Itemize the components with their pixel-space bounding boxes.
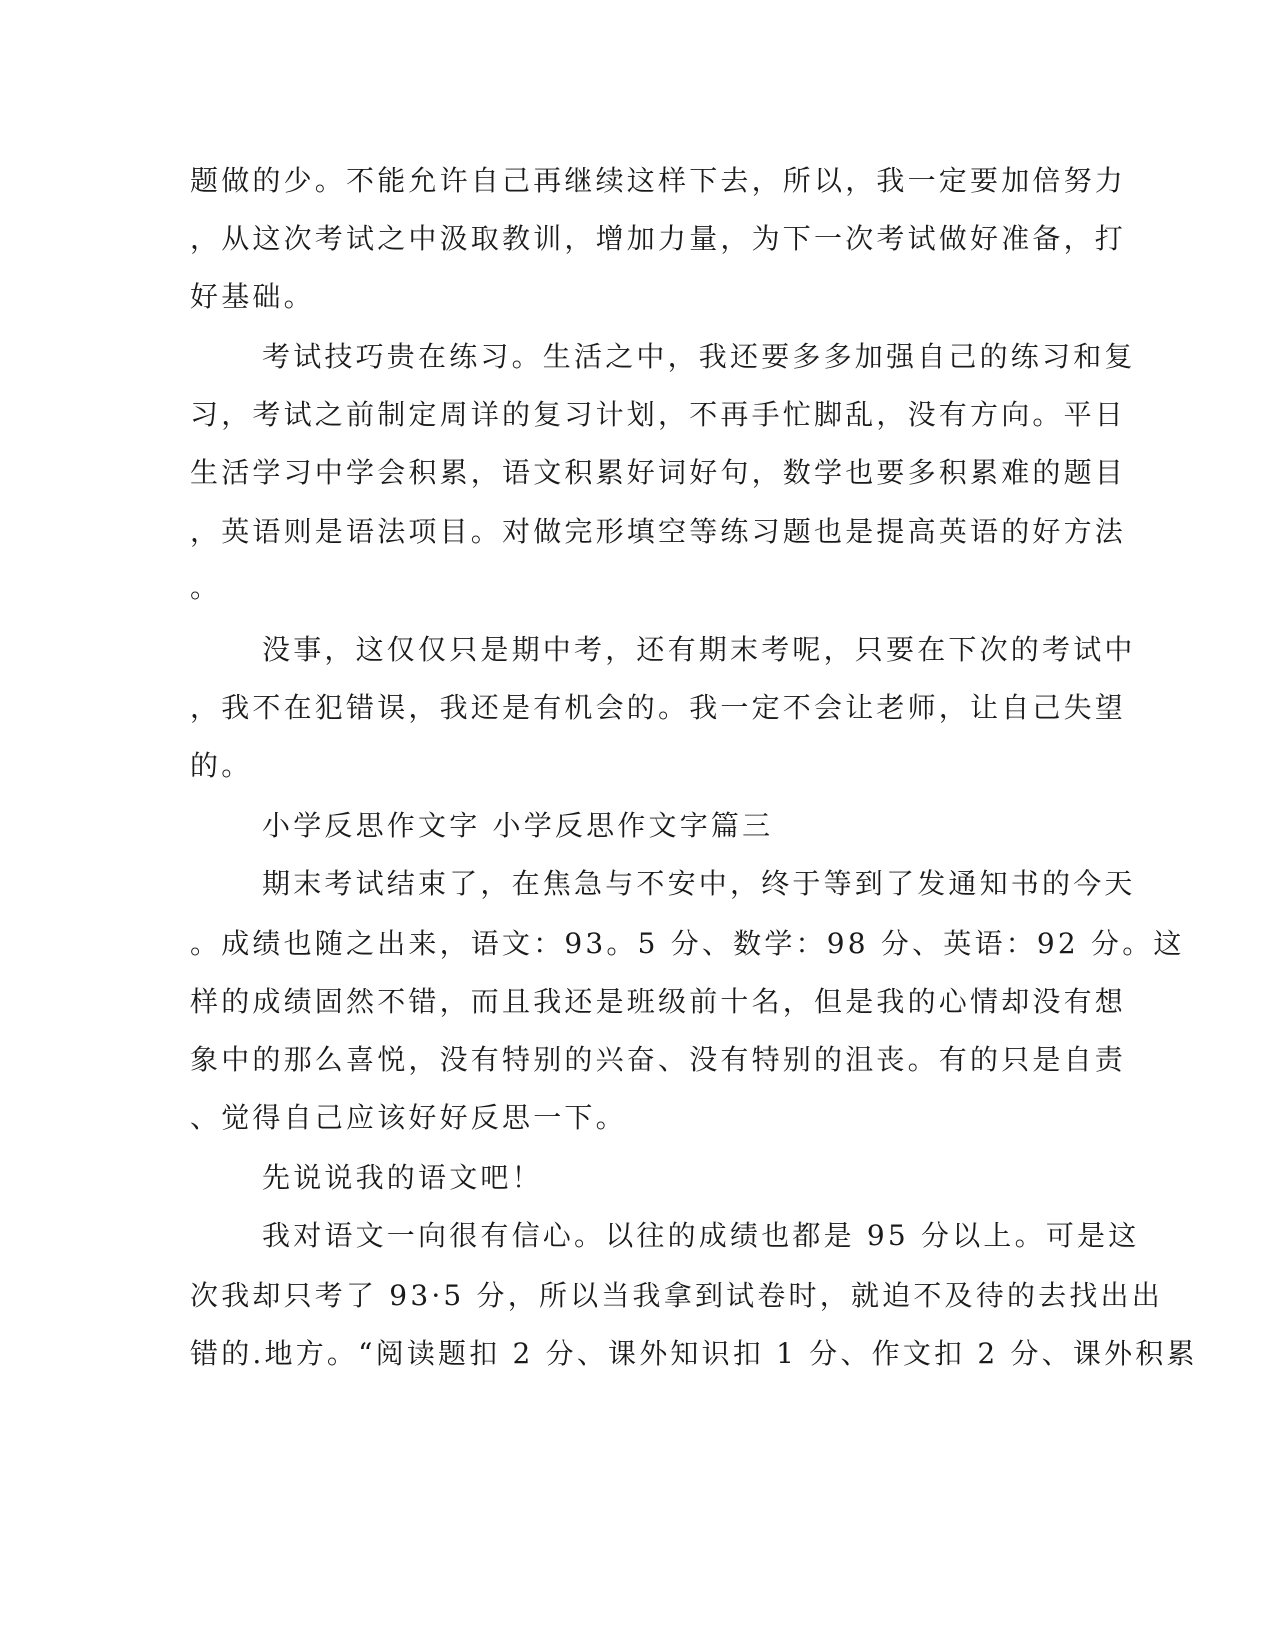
text-line: 考试技巧贵在练习。生活之中，我还要多多加强自己的练习和复 [262, 340, 1136, 373]
text-line: 错的.地方。“阅读题扣 2 分、课外知识扣 1 分、作文扣 2 分、课外积累 [190, 1337, 1198, 1370]
text-line: 。 [190, 571, 222, 604]
text-line: ，从这次考试之中汲取教训，增加力量，为下一次考试做好准备，打 [190, 222, 1127, 255]
text-line: 题做的少。不能允许自己再继续这样下去，所以，我一定要加倍努力 [190, 164, 1127, 197]
text-line: ，我不在犯错误，我还是有机会的。我一定不会让老师，让自己失望 [190, 691, 1127, 724]
text-line: 期末考试结束了，在焦急与不安中，终于等到了发通知书的今天 [262, 867, 1136, 900]
text-line: 好基础。 [190, 280, 315, 313]
text-line: 的。 [190, 749, 253, 782]
text-line: 、觉得自己应该好好反思一下。 [190, 1101, 627, 1134]
text-line: 我对语文一向很有信心。以往的成绩也都是 95 分以上。可是这 [262, 1219, 1140, 1252]
text-line: 次我却只考了 93·5 分，所以当我拿到试卷时，就迫不及待的去找出出 [190, 1279, 1163, 1312]
text-line: 生活学习中学会积累，语文积累好词好句，数学也要多积累难的题目 [190, 456, 1127, 489]
text-line: 样的成绩固然不错，而且我还是班级前十名，但是我的心情却没有想 [190, 985, 1127, 1018]
text-line: 象中的那么喜悦，没有特别的兴奋、没有特别的沮丧。有的只是自责 [190, 1043, 1127, 1076]
text-line: 没事，这仅仅只是期中考，还有期末考呢，只要在下次的考试中 [262, 633, 1136, 666]
section-heading: 小学反思作文字 小学反思作文字篇三 [262, 809, 774, 842]
text-line: ，英语则是语法项目。对做完形填空等练习题也是提高英语的好方法 [190, 515, 1127, 548]
text-line: 习，考试之前制定周详的复习计划，不再手忙脚乱，没有方向。平日 [190, 398, 1127, 431]
text-line: 。成绩也随之出来，语文：93。5 分、数学：98 分、英语：92 分。这 [190, 927, 1185, 960]
text-line: 先说说我的语文吧！ [262, 1161, 543, 1194]
